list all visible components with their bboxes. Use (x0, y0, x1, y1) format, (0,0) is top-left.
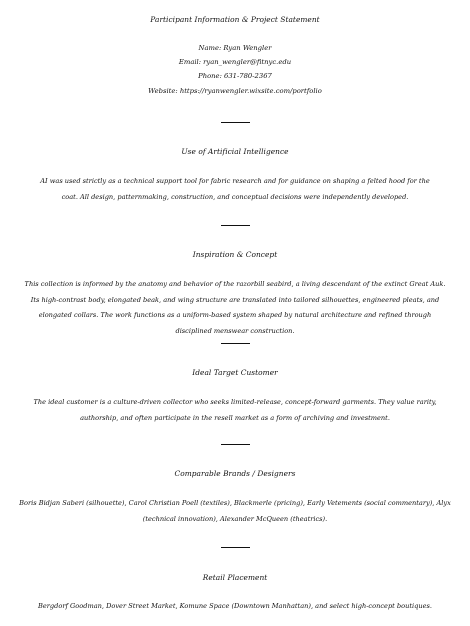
contact-name: Name: Ryan Wengler (198, 44, 272, 52)
section-body-customer: The ideal customer is a culture-driven collector who seeks limited-release, concept-forward garments. They value rarity, authorship, and often participate in the resell market as a form of archiving and investment. (33, 398, 437, 422)
section-body-ai: AI was used strictly as a technical support tool for fabric research and for guidance on shaping a felted hood for the coat. All design, patternmaking, construction, and conceptual decisions were independently developed. (40, 177, 430, 201)
section-divider (221, 122, 250, 123)
section-heading-brands: Comparable Brands / Designers (174, 469, 296, 478)
section-divider (221, 444, 250, 445)
contact-phone: Phone: 631-780-2367 (198, 72, 272, 81)
section-heading-inspiration: Inspiration & Concept (192, 250, 278, 259)
page-title: Participant Information & Project Statement (150, 15, 320, 24)
contact-website: Website: https://ryanwengler.wixsite.com/portfolio (148, 86, 322, 95)
section-divider (221, 225, 250, 226)
section-heading-ai: Use of Artificial Intelligence (181, 147, 289, 156)
section-divider (221, 547, 250, 548)
section-heading-retail: Retail Placement (202, 573, 268, 582)
contact-info (0, 41, 470, 98)
section-body-brands: Boris Bidjan Saberi (silhouette), Carol Christian Poell (textiles), Blackmerle (pricing), Early Vetements (social commentary), Alyx (technical innovation), Alexander McQueen (theatrics). (19, 499, 451, 523)
section-divider (221, 343, 250, 344)
contact-email: Email: ryan_wengler@fitnyc.edu (178, 58, 292, 67)
section-body-inspiration: This collection is informed by the anatomy and behavior of the razorbill seabird, a living descendant of the extinct Great Auk. Its high-contrast body, elongated beak, and wing structure are translated into tailored silhouettes, engineered pleats, and elongated collars. The work functions as a uniform-based system shaped by natural architecture and refined through disciplined menswear construction. (24, 280, 446, 335)
section-heading-customer: Ideal Target Customer (192, 368, 278, 377)
section-body-retail: Bergdorf Goodman, Dover Street Market, Komune Space (Downtown Manhattan), and select high-concept boutiques. (38, 602, 432, 610)
